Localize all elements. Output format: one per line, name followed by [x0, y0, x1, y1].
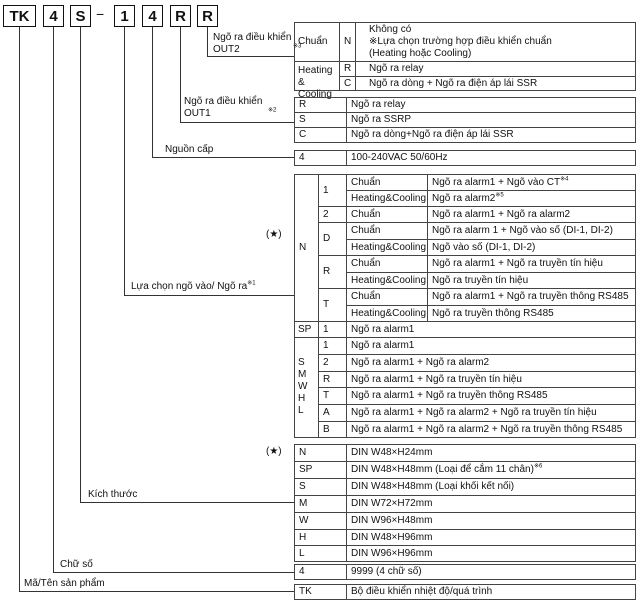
io-s-desc-5: Ngõ ra alarm1 + Ngõ ra alarm2 + Ngõ ra truyền thông RS485: [346, 421, 636, 438]
io-s-sub-0: 1: [318, 337, 347, 355]
out2-r-cell: R: [339, 61, 356, 77]
io-n-mode-6: Heating&Cooling: [346, 272, 428, 289]
out1-desc-s: Ngõ ra SSRP: [346, 112, 636, 128]
io-n-desc-5: Ngõ ra alarm1 + Ngõ ra truyền tín hiệu: [427, 255, 636, 273]
label-digits: Chữ số: [60, 559, 93, 570]
leader-out2-h: [207, 56, 294, 57]
code-char-digits: 4: [43, 5, 64, 27]
code-char-size: S: [70, 5, 91, 27]
code-char-out2: R: [197, 5, 218, 27]
leader-digits-v: [53, 27, 54, 573]
io-sp-cell: SP: [294, 321, 319, 338]
size-star-marker: (★): [266, 446, 282, 457]
io-s-desc-0: Ngõ ra alarm1: [346, 337, 636, 355]
io-n-mode-5: Chuẩn: [346, 255, 428, 273]
io-s-desc-1: Ngõ ra alarm1 + Ngõ ra alarm2: [346, 354, 636, 372]
product-desc: Bộ điều khiển nhiệt độ/quá trình: [346, 584, 636, 600]
io-n-desc-2: Ngõ ra alarm1 + Ngõ ra alarm2: [427, 206, 636, 223]
leader-power-h: [152, 157, 294, 158]
size-code-4: W: [294, 512, 347, 530]
size-desc-4: DIN W96×H48mm: [346, 512, 636, 530]
io-s-desc-3: Ngõ ra alarm1 + Ngõ ra truyền thông RS485: [346, 387, 636, 405]
out1-desc-r: Ngõ ra relay: [346, 97, 636, 113]
io-n-mode-7: Chuẩn: [346, 288, 428, 306]
io-n-desc-0: Ngõ ra alarm1 + Ngõ vào CT$^{※4}$: [427, 174, 636, 191]
power-desc: 100-240VAC 50/60Hz: [346, 150, 636, 166]
code-dash: −: [96, 6, 105, 22]
leader-out1-v: [180, 27, 181, 123]
size-desc-0: DIN W48×H24mm: [346, 444, 636, 462]
label-out2: Ngõ ra điều khiển OUT2 $^{※3}$: [213, 32, 302, 55]
leader-product-h: [19, 591, 294, 592]
label-out1: Ngõ ra điều khiển OUT1 $^{※2}$: [184, 96, 277, 119]
io-n-cell: N: [294, 174, 319, 322]
io-n-mode-3: Chuẩn: [346, 222, 428, 240]
out1-desc-c: Ngõ ra dòng+Ngõ ra điện áp lái SSR: [346, 127, 636, 143]
leader-out2-v: [207, 27, 208, 57]
leader-product-v: [19, 27, 20, 592]
size-code-6: L: [294, 545, 347, 562]
size-code-2: S: [294, 478, 347, 496]
size-desc-6: DIN W96×H96mm: [346, 545, 636, 562]
io-s-sub-3: T: [318, 387, 347, 405]
out2-r-desc: Ngõ ra relay: [355, 61, 636, 77]
io-s-sub-1: 2: [318, 354, 347, 372]
io-n-sub-d: D: [318, 222, 347, 256]
io-n-mode-4: Heating&Cooling: [346, 239, 428, 256]
leader-io-v: [124, 27, 125, 296]
io-s-sub-5: B: [318, 421, 347, 438]
size-desc-2: DIN W48×H48mm (Loại khối kết nối): [346, 478, 636, 496]
leader-power-v: [152, 27, 153, 158]
size-code-0: N: [294, 444, 347, 462]
code-char-io: 1: [114, 5, 135, 27]
digits-desc: 9999 (4 chữ số): [346, 564, 636, 580]
size-code-1: SP: [294, 461, 347, 479]
label-product: Mã/Tên sản phẩm: [24, 578, 105, 589]
io-n-desc-7: Ngõ ra alarm1 + Ngõ ra truyền thông RS485: [427, 288, 636, 306]
power-code: 4: [294, 150, 347, 166]
io-star-marker: (★): [266, 229, 282, 240]
io-n-mode-8: Heating&Cooling: [346, 305, 428, 322]
label-size: Kích thước: [88, 489, 138, 500]
size-code-5: H: [294, 529, 347, 546]
io-n-sub-r: R: [318, 255, 347, 289]
size-desc-5: DIN W48×H96mm: [346, 529, 636, 546]
io-n-sub-2: 2: [318, 206, 347, 223]
out2-standard-cell: Chuẩn: [294, 22, 340, 62]
io-n-sub-1: 1: [318, 174, 347, 207]
io-s-desc-4: Ngõ ra alarm1 + Ngõ ra alarm2 + Ngõ ra truyền tín hiệu: [346, 404, 636, 422]
io-sp-desc: Ngõ ra alarm1: [346, 321, 636, 338]
io-s-desc-2: Ngõ ra alarm1 + Ngõ ra truyền tín hiệu: [346, 371, 636, 388]
leader-digits-h: [53, 572, 294, 573]
out2-n-cell: N: [339, 22, 356, 62]
io-n-desc-1: Ngõ ra alarm2$^{※5}$: [427, 190, 636, 207]
size-code-3: M: [294, 495, 347, 513]
leader-size-v: [80, 27, 81, 503]
io-n-mode-2: Chuẩn: [346, 206, 428, 223]
out1-code-c: C: [294, 127, 347, 143]
out2-c-desc: Ngõ ra dòng + Ngõ ra điện áp lái SSR: [355, 76, 636, 91]
label-power: Nguồn cấp: [165, 144, 214, 155]
io-sp-sub: 1: [318, 321, 347, 338]
io-n-desc-8: Ngõ ra truyền thông RS485: [427, 305, 636, 322]
io-n-mode-1: Heating&Cooling: [346, 190, 428, 207]
label-io: Lựa chọn ngõ vào/ Ngõ $ra^{※1}$: [131, 280, 256, 292]
io-smwhl-cell: S M W H L: [294, 337, 319, 438]
io-n-mode-0: Chuẩn: [346, 174, 428, 191]
io-n-sub-t: T: [318, 288, 347, 322]
leader-size-h: [80, 502, 294, 503]
out1-code-s: S: [294, 112, 347, 128]
leader-io-h: [124, 295, 294, 296]
io-s-sub-4: A: [318, 404, 347, 422]
size-desc-3: DIN W72×H72mm: [346, 495, 636, 513]
code-char-power: 4: [142, 5, 163, 27]
io-s-sub-2: R: [318, 371, 347, 388]
size-desc-1: DIN W48×H48mm (Loại để cắm 11 chân)$^{※6}$: [346, 461, 636, 479]
code-char-out1: R: [170, 5, 191, 27]
out2-hc-cell: Heating & Cooling: [294, 61, 340, 91]
product-code: TK: [294, 584, 347, 600]
code-char-tk: TK: [3, 5, 36, 27]
io-n-desc-4: Ngõ vào số (DI-1, DI-2): [427, 239, 636, 256]
out2-c-cell: C: [339, 76, 356, 91]
io-n-desc-3: Ngõ ra alarm 1 + Ngõ vào số (DI-1, DI-2): [427, 222, 636, 240]
out1-code-r: R: [294, 97, 347, 113]
digits-code: 4: [294, 564, 347, 580]
leader-out1-h: [180, 122, 294, 123]
io-n-desc-6: Ngõ ra truyền tín hiệu: [427, 272, 636, 289]
out2-n-desc: Không có ※Lựa chọn trường hợp điều khiển chuẩn (Heating hoặc Cooling): [355, 22, 636, 62]
